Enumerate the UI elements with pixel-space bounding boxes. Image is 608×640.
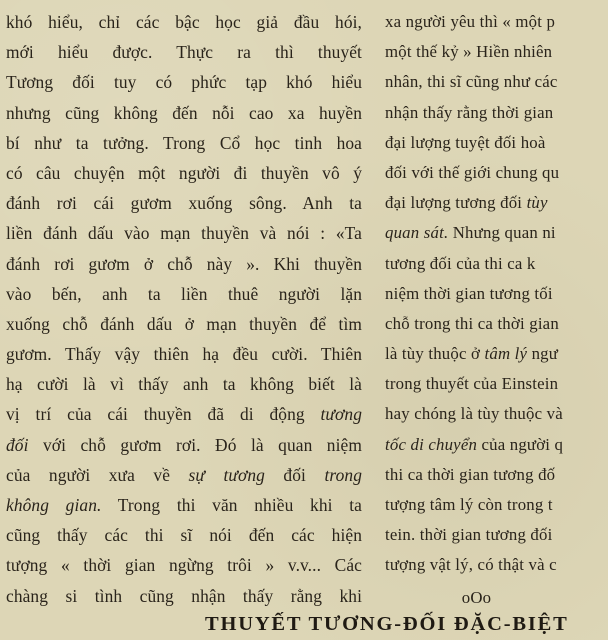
text-run: cũng thấy các thi sĩ nói đến các hiện — [6, 525, 362, 546]
right-column-line — [385, 218, 608, 248]
right-column-line — [385, 188, 608, 218]
right-column-line — [385, 369, 608, 399]
text-run: chỗ trong thi ca thời gian — [385, 313, 559, 333]
right-column-line — [385, 249, 608, 279]
text-run: tượng « thời gian ngừng trôi » v.v... Các — [6, 555, 362, 576]
right-column-line — [385, 7, 608, 37]
text-run: của người xưa về — [6, 464, 189, 485]
text-run: có câu chuyện một người đi thuyền vô ý — [6, 162, 362, 183]
left-column-line — [6, 37, 362, 67]
left-column-line — [6, 98, 362, 128]
section-heading: THUYẾT TƯƠNG-ĐỐI ĐẶC-BIỆT — [205, 613, 569, 635]
left-column-line — [6, 188, 362, 218]
italic-text-run: tốc di chuyển — [385, 434, 478, 454]
right-column-line — [385, 158, 608, 188]
text-run: đại lượng tuyệt đối hoà — [385, 132, 546, 152]
right-column-line — [385, 309, 608, 339]
text-run: niệm thời gian tương tối — [385, 283, 553, 303]
right-column-line — [385, 460, 608, 490]
text-run: mới hiểu được. Thực ra thì thuyết — [6, 42, 362, 63]
right-column-line — [385, 399, 608, 429]
text-run: trong thuyết của Einstein — [385, 374, 559, 394]
right-column-line — [385, 98, 608, 128]
text-run: Nhưng quan ni — [448, 223, 556, 243]
italic-text-run: đối — [6, 434, 29, 455]
right-column-line — [385, 67, 608, 97]
left-text-column — [6, 7, 362, 611]
text-run: hạ cười là vì thấy anh ta không biết là — [6, 374, 362, 395]
text-run: vào bến, anh ta liền thuê người lặn — [6, 283, 362, 304]
text-run: tein. thời gian tương đối — [385, 525, 553, 545]
text-run: đối — [264, 464, 325, 485]
left-column-line — [6, 309, 362, 339]
left-column-line — [6, 550, 362, 580]
text-run: gươm. Thấy vậy thiên hạ đều cười. Thiên — [6, 344, 362, 365]
text-run: hay chóng là tùy thuộc và — [385, 404, 563, 424]
left-column-line — [6, 581, 362, 611]
text-run: vị trí của cái thuyền đã di động — [6, 404, 321, 425]
left-column-line — [6, 460, 362, 490]
text-run: của người q — [477, 434, 564, 454]
text-run: nhưng cũng không đến nỗi cao xa huyền — [6, 102, 362, 123]
italic-text-run: không gian. — [6, 495, 102, 515]
text-run: tượng vật lý, có thật và c — [385, 555, 557, 575]
right-column-line — [385, 490, 608, 520]
italic-text-run: tùy — [526, 193, 548, 213]
text-run: đánh rơi cái gươm xuống sông. Anh ta — [6, 193, 362, 214]
text-run: khó hiểu, chỉ các bậc học giả đầu hói, — [6, 12, 362, 32]
left-column-line — [6, 339, 362, 369]
italic-text-run: sự tương — [188, 464, 265, 485]
left-column-line — [6, 430, 362, 460]
italic-text-run: trong — [324, 464, 362, 485]
text-run: tương đối của thi ca k — [385, 253, 536, 273]
text-run: một thế kỷ » Hiền nhiên — [385, 42, 553, 62]
text-run: đại lượng tương đối — [385, 193, 527, 213]
left-column-line — [6, 7, 362, 37]
right-column-line — [385, 279, 608, 309]
left-column-line — [6, 218, 362, 248]
text-run: là tùy thuộc ở — [385, 344, 485, 364]
text-run: nhân, thi sĩ cũng như các — [385, 72, 558, 92]
right-column-line — [385, 37, 608, 67]
left-column-line — [6, 369, 362, 399]
right-column-line — [385, 520, 608, 550]
text-run: tượng tâm lý còn trong t — [385, 495, 553, 514]
left-column-line — [6, 279, 362, 309]
text-run: với chỗ gươm rơi. Đó là quan niệm — [28, 434, 362, 455]
right-column-line — [385, 128, 608, 158]
text-run: liền đánh dấu vào mạn thuyền và nói : «Ta — [6, 223, 362, 244]
italic-text-run: quan sát. — [385, 223, 449, 243]
right-text-column — [385, 7, 608, 613]
left-column-line — [6, 158, 362, 188]
text-run: đối với thế giới chung qu — [385, 162, 560, 182]
text-run: chàng si tình cũng nhận thấy rằng khi — [6, 585, 362, 606]
text-run: bí như ta tưởng. Trong Cổ học tinh hoa — [6, 132, 362, 153]
right-column-line — [385, 550, 608, 580]
left-column-line — [6, 128, 362, 158]
left-column-line — [6, 67, 362, 97]
left-column-line — [6, 490, 362, 520]
text-run: nhận thấy rằng thời gian — [385, 102, 554, 122]
text-run: Tương đối tuy có phức tạp khó hiểu — [6, 72, 362, 93]
text-run: xuống chỗ đánh dấu ở mạn thuyền để tìm — [6, 313, 362, 334]
text-run: đánh rơi gươm ở chỗ này ». Khi thuyền — [6, 253, 362, 274]
italic-text-run: tâm lý — [484, 344, 528, 364]
italic-text-run: tương — [320, 404, 362, 425]
text-run: ngư — [527, 344, 559, 364]
text-run: thi ca thời gian tương đố — [385, 464, 556, 484]
left-column-line — [6, 249, 362, 279]
text-run: xa người yêu thì « một p — [385, 12, 556, 31]
text-run: Trong thi văn nhiều khi ta — [101, 495, 362, 515]
left-column-line — [6, 399, 362, 429]
left-column-line — [6, 520, 362, 550]
right-column-line — [385, 339, 608, 369]
section-separator: oOo — [461, 587, 492, 607]
right-column-line — [385, 430, 608, 460]
